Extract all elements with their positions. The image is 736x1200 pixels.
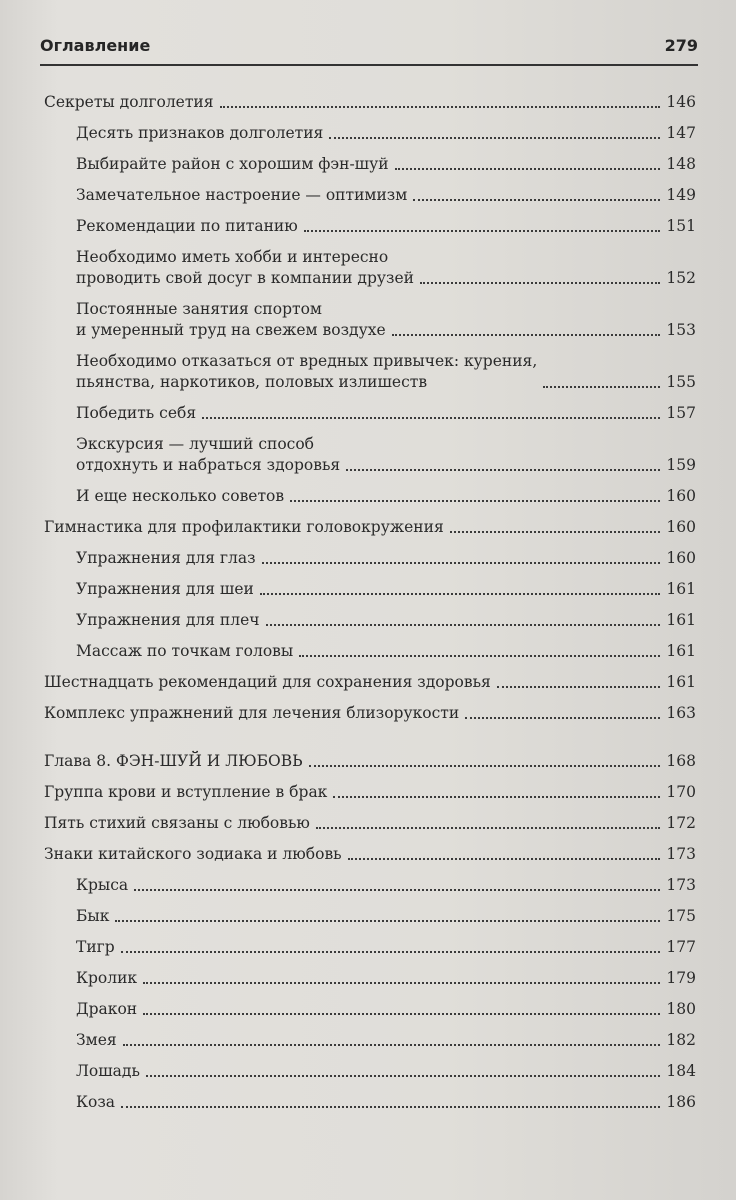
- toc-entry-page: 180: [666, 1000, 696, 1018]
- dot-leader: [299, 655, 660, 657]
- toc-entry-page: 155: [666, 373, 696, 391]
- toc-entry-title: Замечательное настроение — оптимизм: [76, 186, 408, 204]
- dot-leader: [497, 686, 661, 688]
- toc-entry-page: 160: [666, 518, 696, 536]
- dot-leader: [309, 765, 661, 767]
- toc-entry-title: Комплекс упражнений для лечения близорукости: [44, 704, 460, 722]
- toc-entry-page: 159: [666, 456, 696, 474]
- toc-entry: [44, 844, 696, 865]
- toc-entry-title: Экскурсия — лучший способ отдохнуть и набраться здоровья: [76, 435, 341, 474]
- dot-leader: [329, 137, 660, 139]
- toc-entry: [44, 937, 696, 958]
- toc-entry-title: Массаж по точкам головы: [76, 642, 294, 660]
- toc-entry-title: Секреты долголетия: [44, 93, 214, 111]
- dot-leader: [316, 827, 661, 829]
- toc-entry-title: Шестнадцать рекомендаций для сохранения здоровья: [44, 673, 491, 691]
- dot-leader: [266, 624, 661, 626]
- toc-entry-page: 168: [666, 752, 696, 770]
- toc-entry-page: 170: [666, 783, 696, 801]
- header-rule: [40, 64, 698, 66]
- toc-entry-page: 151: [666, 217, 696, 235]
- dot-leader: [260, 593, 661, 595]
- toc-entry-title: Крыса: [76, 876, 129, 894]
- toc-entry-page: 175: [666, 907, 696, 925]
- toc-entry-title: Знаки китайского зодиака и любовь: [44, 845, 342, 863]
- dot-leader: [202, 417, 660, 419]
- toc-entry-title: Пять стихий связаны с любовью: [44, 814, 310, 832]
- dot-leader: [115, 920, 660, 922]
- toc-entry-page: 148: [666, 155, 696, 173]
- toc-entry-page: 163: [666, 704, 696, 722]
- toc-entry-page: 157: [666, 404, 696, 422]
- toc-entry: [44, 486, 696, 507]
- toc-entry: [44, 351, 696, 393]
- dot-leader: [220, 106, 661, 108]
- toc-entry-title: Постоянные занятия спортом и умеренный труд на свежем воздухе: [76, 300, 386, 339]
- toc-entry-page: 173: [666, 876, 696, 894]
- toc-entry: [44, 579, 696, 600]
- toc-entry-title: Упражнения для плеч: [76, 611, 260, 629]
- toc-entry: [44, 751, 696, 772]
- toc-entry: [44, 703, 696, 724]
- toc-entry-page: 177: [666, 938, 696, 956]
- dot-leader: [346, 469, 660, 471]
- toc-entry: [44, 1092, 696, 1113]
- toc-entry: [44, 154, 696, 175]
- header-page-number: 279: [664, 35, 698, 55]
- toc-entry-page: 153: [666, 321, 696, 339]
- toc-entry-title: Упражнения для глаз: [76, 549, 256, 567]
- dot-leader: [465, 717, 660, 719]
- toc-entry-title: Тигр: [76, 938, 115, 956]
- toc-entry-title: Гимнастика для профилактики головокружения: [44, 518, 444, 536]
- toc-entry-title: Змея: [76, 1031, 117, 1049]
- toc-entry: [44, 672, 696, 693]
- dot-leader: [392, 334, 661, 336]
- dot-leader: [304, 230, 661, 232]
- toc-entry-title: Дракон: [76, 1000, 138, 1018]
- running-header: [40, 28, 698, 62]
- dot-leader: [123, 1044, 661, 1046]
- toc-entry: [44, 999, 696, 1020]
- toc-entry-page: 161: [666, 642, 696, 660]
- dot-leader: [121, 951, 661, 953]
- table-of-contents: [44, 92, 696, 1113]
- toc-entry: [44, 123, 696, 144]
- dot-leader: [290, 500, 660, 502]
- dot-leader: [450, 531, 661, 533]
- toc-entry: [44, 216, 696, 237]
- toc-entry: [44, 517, 696, 538]
- dot-leader: [134, 889, 660, 891]
- toc-entry-page: 186: [666, 1093, 696, 1111]
- toc-entry: [44, 968, 696, 989]
- dot-leader: [262, 562, 661, 564]
- dot-leader: [395, 168, 661, 170]
- toc-entry-page: 161: [666, 580, 696, 598]
- toc-entry-page: 161: [666, 611, 696, 629]
- dot-leader: [146, 1075, 661, 1077]
- toc-entry-title: Необходимо иметь хобби и интересно проводить свой досуг в компании друзей: [76, 248, 414, 287]
- toc-entry: [44, 906, 696, 927]
- toc-entry-title: Необходимо отказаться от вредных привычек: курения, пьянства, наркотиков, половых излишеств: [76, 352, 538, 391]
- toc-entry-page: 182: [666, 1031, 696, 1049]
- toc-entry-title: Лошадь: [76, 1062, 140, 1080]
- toc-entry: [44, 247, 696, 289]
- toc-entry-title: Выбирайте район с хорошим фэн-шуй: [76, 155, 389, 173]
- toc-entry-page: 161: [666, 673, 696, 691]
- toc-entry: [44, 299, 696, 341]
- toc-entry-title: Упражнения для шеи: [76, 580, 254, 598]
- dot-leader: [121, 1106, 660, 1108]
- toc-entry-page: 149: [666, 186, 696, 204]
- toc-entry: [44, 185, 696, 206]
- dot-leader: [420, 282, 660, 284]
- toc-entry-title: Рекомендации по питанию: [76, 217, 298, 235]
- toc-entry: [44, 782, 696, 803]
- toc-entry: [44, 548, 696, 569]
- toc-entry-title: И еще несколько советов: [76, 487, 285, 505]
- toc-entry: [44, 434, 696, 476]
- toc-entry-page: 160: [666, 487, 696, 505]
- toc-entry-title: Победить себя: [76, 404, 197, 422]
- toc-entry: [44, 875, 696, 896]
- dot-leader: [348, 858, 661, 860]
- toc-entry: [44, 92, 696, 113]
- toc-entry: [44, 1030, 696, 1051]
- toc-entry-page: 173: [666, 845, 696, 863]
- dot-leader: [143, 1013, 660, 1015]
- toc-entry-title: Десять признаков долголетия: [76, 124, 324, 142]
- toc-entry-page: 147: [666, 124, 696, 142]
- toc-entry-title: Коза: [76, 1093, 116, 1111]
- toc-entry-title: Глава 8. ФЭН-ШУЙ И ЛЮБОВЬ: [44, 752, 303, 770]
- toc-entry-title: Кролик: [76, 969, 138, 987]
- toc-entry: [44, 403, 696, 424]
- toc-entry-page: 184: [666, 1062, 696, 1080]
- toc-entry-page: 160: [666, 549, 696, 567]
- dot-leader: [543, 386, 660, 388]
- toc-entry: [44, 1061, 696, 1082]
- toc-entry-page: 146: [666, 93, 696, 111]
- dot-leader: [143, 982, 660, 984]
- toc-entry: [44, 610, 696, 631]
- toc-entry-page: 179: [666, 969, 696, 987]
- toc-entry: [44, 813, 696, 834]
- toc-entry: [44, 641, 696, 662]
- toc-entry-title: Бык: [76, 907, 110, 925]
- toc-entry-page: 172: [666, 814, 696, 832]
- header-title: Оглавление: [40, 35, 151, 55]
- dot-leader: [413, 199, 660, 201]
- dot-leader: [333, 796, 660, 798]
- toc-entry-page: 152: [666, 269, 696, 287]
- toc-entry-title: Группа крови и вступление в брак: [44, 783, 328, 801]
